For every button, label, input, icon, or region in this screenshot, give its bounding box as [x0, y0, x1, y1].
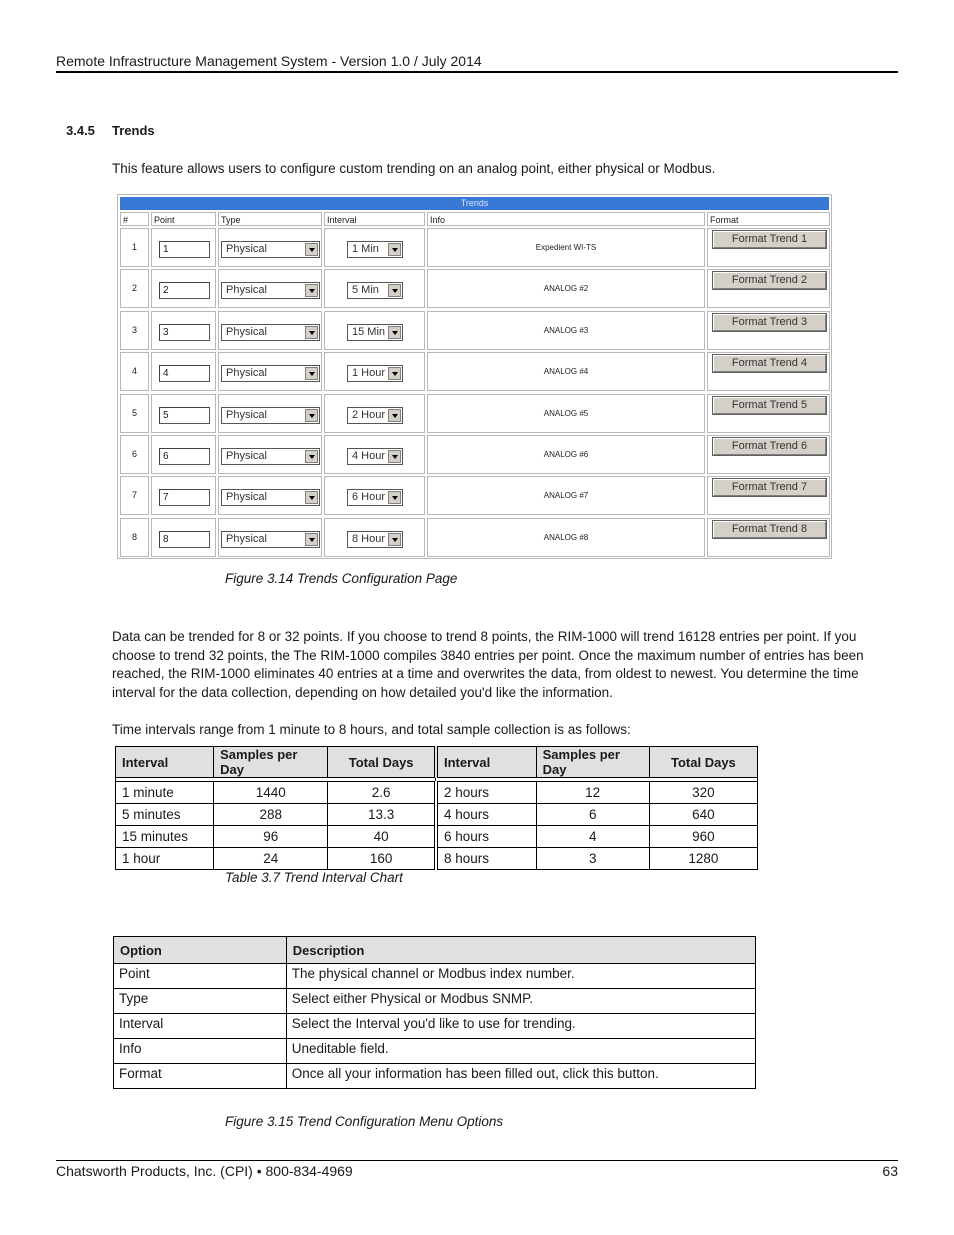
- interval-table-header: [116, 747, 758, 778]
- trend-row-cell: [427, 435, 705, 474]
- table-cell: 640: [649, 804, 757, 826]
- trend-row-cell: [151, 269, 216, 308]
- table-row: [116, 782, 758, 804]
- options-table-body: [114, 964, 756, 1089]
- type-select[interactable]: [221, 241, 320, 258]
- page-number: 63: [882, 1163, 898, 1179]
- interval-select-value: 6 Hour: [352, 491, 386, 503]
- point-input[interactable]: 4: [159, 365, 210, 382]
- trend-row-cell: [120, 352, 149, 391]
- table-cell: 5 minutes: [116, 804, 214, 826]
- trend-row-cell: [324, 352, 425, 391]
- chevron-down-icon: [305, 367, 318, 380]
- trend-row-cell: [218, 476, 322, 515]
- trend-row-cell: [151, 394, 216, 433]
- trend-row-number: 1: [131, 242, 137, 252]
- trend-info: Expedient WI-TS: [535, 243, 597, 252]
- interval-select[interactable]: [347, 324, 403, 341]
- trend-row-cell: [324, 476, 425, 515]
- trend-row-cell: [427, 352, 705, 391]
- option-name: Format: [114, 1064, 287, 1089]
- section-number: 3.4.5: [66, 123, 95, 138]
- trend-row-cell: [324, 269, 425, 308]
- chevron-down-icon: [388, 491, 401, 504]
- trend-row-cell: [151, 518, 216, 557]
- chevron-down-icon: [388, 326, 401, 339]
- chevron-down-icon: [388, 533, 401, 546]
- trend-row-cell: [707, 311, 830, 350]
- trend-row-number: 8: [131, 532, 137, 542]
- type-select-value: Physical: [226, 243, 267, 255]
- trend-row-number: 3: [131, 325, 137, 335]
- type-select-value: Physical: [226, 367, 267, 379]
- format-trend-button[interactable]: Format Trend 3: [713, 314, 826, 331]
- point-input[interactable]: 8: [159, 531, 210, 548]
- table-row: [114, 1014, 756, 1039]
- trend-row-cell: [218, 394, 322, 433]
- trend-row-cell: [218, 435, 322, 474]
- type-select[interactable]: [221, 365, 320, 382]
- col-header-num: #: [120, 212, 149, 226]
- trend-row-cell: [324, 435, 425, 474]
- trend-row-cell: [707, 228, 830, 267]
- chevron-down-icon: [305, 284, 318, 297]
- table-cell: 15 minutes: [116, 826, 214, 848]
- type-select-value: Physical: [226, 533, 267, 545]
- trend-row-cell: [151, 435, 216, 474]
- trend-row-cell: [120, 228, 149, 267]
- type-select-value: Physical: [226, 409, 267, 421]
- header-interval-2: Interval: [436, 747, 536, 778]
- table-row: [116, 848, 758, 870]
- format-trend-button[interactable]: Format Trend 4: [713, 355, 826, 372]
- chevron-down-icon: [388, 284, 401, 297]
- trend-row-cell: [151, 228, 216, 267]
- trend-row-cell: [427, 269, 705, 308]
- chevron-down-icon: [305, 409, 318, 422]
- col-header-point: Point: [151, 212, 216, 226]
- chevron-down-icon: [305, 491, 318, 504]
- header-total-days-2: Total Days: [649, 747, 757, 778]
- intro-paragraph: This feature allows users to configure custom trending on an analog point, either physical or Modbus.: [112, 161, 716, 176]
- header-samples-per-day: Samples per Day: [214, 747, 328, 778]
- interval-select[interactable]: [347, 365, 403, 382]
- chevron-down-icon: [305, 243, 318, 256]
- trend-row-cell: [218, 228, 322, 267]
- trend-row-cell: [120, 394, 149, 433]
- interval-select[interactable]: [347, 448, 403, 465]
- format-trend-button[interactable]: Format Trend 7: [713, 479, 826, 496]
- interval-select-value: 5 Min: [352, 284, 379, 296]
- table-cell: 4 hours: [436, 804, 536, 826]
- trend-row-cell: [151, 352, 216, 391]
- table-cell: 288: [214, 804, 328, 826]
- format-trend-button[interactable]: Format Trend 8: [713, 521, 826, 538]
- table-cell: 24: [214, 848, 328, 870]
- trend-row-cell: [707, 476, 830, 515]
- trend-info: ANALOG #7: [543, 491, 589, 500]
- trend-row-cell: [218, 269, 322, 308]
- format-trend-button[interactable]: Format Trend 1: [713, 231, 826, 248]
- table-cell: 1280: [649, 848, 757, 870]
- trend-row-number: 5: [131, 408, 137, 418]
- interval-select[interactable]: [347, 241, 403, 258]
- trend-row-cell: [218, 352, 322, 391]
- option-description: Uneditable field.: [286, 1039, 755, 1064]
- table-cell: 12: [536, 782, 649, 804]
- option-description: The physical channel or Modbus index number.: [286, 964, 755, 989]
- interval-select[interactable]: [347, 489, 403, 506]
- chevron-down-icon: [305, 326, 318, 339]
- trend-row-cell: [707, 435, 830, 474]
- point-input[interactable]: 6: [159, 448, 210, 465]
- type-select-value: Physical: [226, 450, 267, 462]
- trend-info: ANALOG #5: [543, 409, 589, 418]
- table-cell: 96: [214, 826, 328, 848]
- type-select[interactable]: [221, 324, 320, 341]
- type-select-value: Physical: [226, 491, 267, 503]
- type-select-value: Physical: [226, 284, 267, 296]
- trend-row-cell: [427, 394, 705, 433]
- trend-info: ANALOG #4: [543, 367, 589, 376]
- type-select[interactable]: [221, 282, 320, 299]
- col-header-info: Info: [427, 212, 705, 226]
- interval-table-body: [116, 778, 758, 870]
- option-description: Select the Interval you'd like to use for trending.: [286, 1014, 755, 1039]
- type-select-value: Physical: [226, 326, 267, 338]
- table-cell: 8 hours: [436, 848, 536, 870]
- footer-rule: [56, 1160, 898, 1161]
- interval-select-value: 1 Hour: [352, 367, 386, 379]
- trend-row-cell: [324, 394, 425, 433]
- trend-row-cell: [427, 311, 705, 350]
- trend-info: ANALOG #2: [543, 284, 589, 293]
- body-paragraph-2: Time intervals range from 1 minute to 8 hours, and total sample collection is as follows:: [112, 722, 631, 737]
- table-row: [116, 826, 758, 848]
- option-description: Once all your information has been filled out, click this button.: [286, 1064, 755, 1089]
- table-row: [114, 1064, 756, 1089]
- trend-info: ANALOG #3: [543, 326, 589, 335]
- chevron-down-icon: [388, 409, 401, 422]
- chevron-down-icon: [388, 450, 401, 463]
- point-input[interactable]: 3: [159, 324, 210, 341]
- section-title: Trends: [112, 123, 155, 138]
- trend-row-cell: [427, 228, 705, 267]
- trend-info: ANALOG #6: [543, 450, 589, 459]
- trend-row-cell: [324, 518, 425, 557]
- trend-row-cell: [707, 518, 830, 557]
- format-trend-button[interactable]: Format Trend 6: [713, 438, 826, 455]
- point-input[interactable]: 1: [159, 241, 210, 258]
- interval-select-value: 8 Hour: [352, 533, 386, 545]
- table-cell: 3: [536, 848, 649, 870]
- option-name: Info: [114, 1039, 287, 1064]
- table-cell: 1 minute: [116, 782, 214, 804]
- trend-row-cell: [120, 311, 149, 350]
- footer-company: Chatsworth Products, Inc. (CPI) • 800-834-4969: [56, 1163, 353, 1179]
- chevron-down-icon: [305, 450, 318, 463]
- trend-row-cell: [218, 518, 322, 557]
- interval-select[interactable]: [347, 282, 403, 299]
- trend-row-cell: [120, 435, 149, 474]
- table-row: [114, 964, 756, 989]
- header-rule: [56, 71, 898, 73]
- options-table-header: [114, 937, 756, 964]
- trend-row-cell: [324, 228, 425, 267]
- trend-row-cell: [151, 311, 216, 350]
- trend-row-cell: [707, 394, 830, 433]
- table-row: [114, 989, 756, 1014]
- point-input[interactable]: 7: [159, 489, 210, 506]
- option-name: Type: [114, 989, 287, 1014]
- type-select[interactable]: [221, 448, 320, 465]
- col-header-interval: Interval: [324, 212, 425, 226]
- interval-select[interactable]: [347, 407, 403, 424]
- header-option: Option: [114, 937, 287, 964]
- table-cell: 13.3: [328, 804, 436, 826]
- interval-select-value: 4 Hour: [352, 450, 386, 462]
- trends-config-panel: [117, 194, 832, 559]
- table-cell: 960: [649, 826, 757, 848]
- trend-row-number: 2: [131, 283, 137, 293]
- trend-row-cell: [427, 518, 705, 557]
- header-interval: Interval: [116, 747, 214, 778]
- table-cell: 1440: [214, 782, 328, 804]
- option-description: Select either Physical or Modbus SNMP.: [286, 989, 755, 1014]
- type-select[interactable]: [221, 531, 320, 548]
- table-row: [116, 804, 758, 826]
- table-37-caption: Table 3.7 Trend Interval Chart: [225, 870, 403, 885]
- trend-row-cell: [707, 352, 830, 391]
- chevron-down-icon: [388, 243, 401, 256]
- point-input[interactable]: 5: [159, 407, 210, 424]
- point-input[interactable]: 2: [159, 282, 210, 299]
- table-row: [114, 1039, 756, 1064]
- table-cell: 160: [328, 848, 436, 870]
- body-paragraph-1: Data can be trended for 8 or 32 points. If you choose to trend 8 points, the RIM-1000 will trend 16128 entries per point. If you choose to trend 32 points, the The RIM-1000 compiles 3840 entries per point. Once the maximum number of entries has been reached, the RIM-1000 eliminates 40 entries at a time and overwrites the data, from oldest to newest. You determine the time interval for the data collection, depending on how detailed you'd like the information.: [112, 629, 864, 700]
- table-cell: 40: [328, 826, 436, 848]
- trend-info: ANALOG #8: [543, 533, 589, 542]
- trend-row-number: 7: [131, 490, 137, 500]
- table-cell: 6 hours: [436, 826, 536, 848]
- trends-panel-title: Trends: [120, 197, 829, 210]
- chevron-down-icon: [388, 367, 401, 380]
- table-cell: 320: [649, 782, 757, 804]
- interval-select[interactable]: [347, 531, 403, 548]
- trend-row-cell: [120, 518, 149, 557]
- option-name: Interval: [114, 1014, 287, 1039]
- trend-row-cell: [120, 476, 149, 515]
- type-select[interactable]: [221, 489, 320, 506]
- section-heading: [66, 123, 155, 138]
- trend-row-number: 4: [131, 366, 137, 376]
- header-description: Description: [286, 937, 755, 964]
- header-samples-per-day-2: Samples per Day: [536, 747, 649, 778]
- interval-select-value: 2 Hour: [352, 409, 386, 421]
- table-cell: 2 hours: [436, 782, 536, 804]
- table-cell: 4: [536, 826, 649, 848]
- option-name: Point: [114, 964, 287, 989]
- table-cell: 6: [536, 804, 649, 826]
- trend-row-cell: [218, 311, 322, 350]
- trend-row-number: 6: [131, 449, 137, 459]
- trend-row-cell: [151, 476, 216, 515]
- header-total-days: Total Days: [328, 747, 436, 778]
- col-header-type: Type: [218, 212, 322, 226]
- interval-select-value: 1 Min: [352, 243, 379, 255]
- trend-row-cell: [427, 476, 705, 515]
- trend-row-cell: [707, 269, 830, 308]
- chevron-down-icon: [305, 533, 318, 546]
- format-trend-button[interactable]: Format Trend 2: [713, 272, 826, 289]
- interval-select-value: 15 Min: [352, 326, 386, 338]
- trend-row-cell: [324, 311, 425, 350]
- table-cell: 1 hour: [116, 848, 214, 870]
- figure-314-caption: Figure 3.14 Trends Configuration Page: [225, 571, 458, 586]
- table-cell: 2.6: [328, 782, 436, 804]
- trend-interval-table: [115, 746, 758, 870]
- trend-row-cell: [120, 269, 149, 308]
- col-header-format: Format: [707, 212, 830, 226]
- type-select[interactable]: [221, 407, 320, 424]
- format-trend-button[interactable]: Format Trend 5: [713, 397, 826, 414]
- figure-315-caption: Figure 3.15 Trend Configuration Menu Options: [225, 1114, 504, 1129]
- trend-options-table: [113, 936, 756, 1089]
- document-header: Remote Infrastructure Management System - Version 1.0 / July 2014: [56, 53, 482, 69]
